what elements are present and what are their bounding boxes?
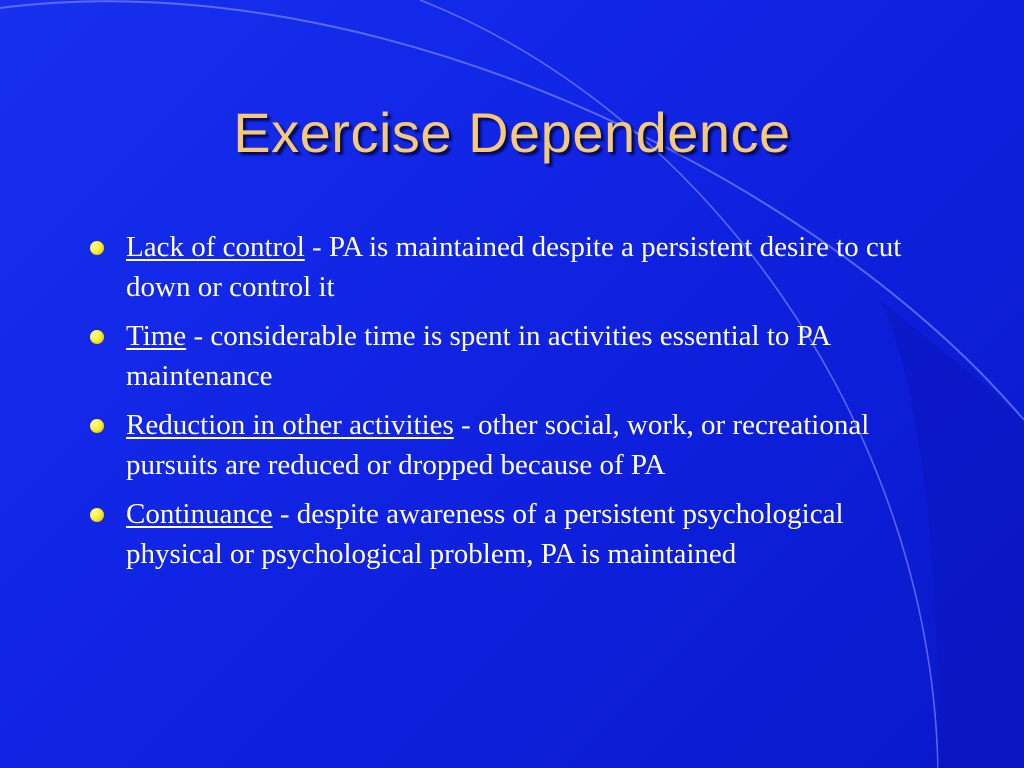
slide-title: Exercise Dependence: [233, 101, 791, 164]
bullet-text: - considerable time is spent in activities essential to PA maintenance: [126, 320, 830, 392]
bullet-dot-icon: [90, 508, 104, 522]
bullet-text: - PA is maintained despite a persistent desire to cut down or control it: [126, 231, 902, 303]
bullet-term: Lack of control: [126, 231, 305, 263]
bullet-term: Time: [126, 320, 187, 352]
bullet-term: Reduction in other activities: [126, 409, 454, 441]
bullet-item-time: [86, 316, 946, 396]
bullet-item-continuance: [86, 494, 946, 574]
bullet-dot-icon: [90, 330, 104, 344]
bullet-dot-icon: [90, 419, 104, 433]
bullet-text: - despite awareness of a persistent psychological physical or psychological problem, PA is maintained: [126, 498, 844, 570]
bullet-item-reduction: [86, 405, 946, 485]
bullet-text: - other social, work, or recreational pursuits are reduced or dropped because of PA: [126, 409, 870, 481]
bullet-term: Continuance: [126, 498, 273, 530]
bullet-dot-icon: [90, 241, 104, 255]
bullet-list: [86, 227, 946, 583]
bullet-item-lack-of-control: [86, 227, 946, 307]
